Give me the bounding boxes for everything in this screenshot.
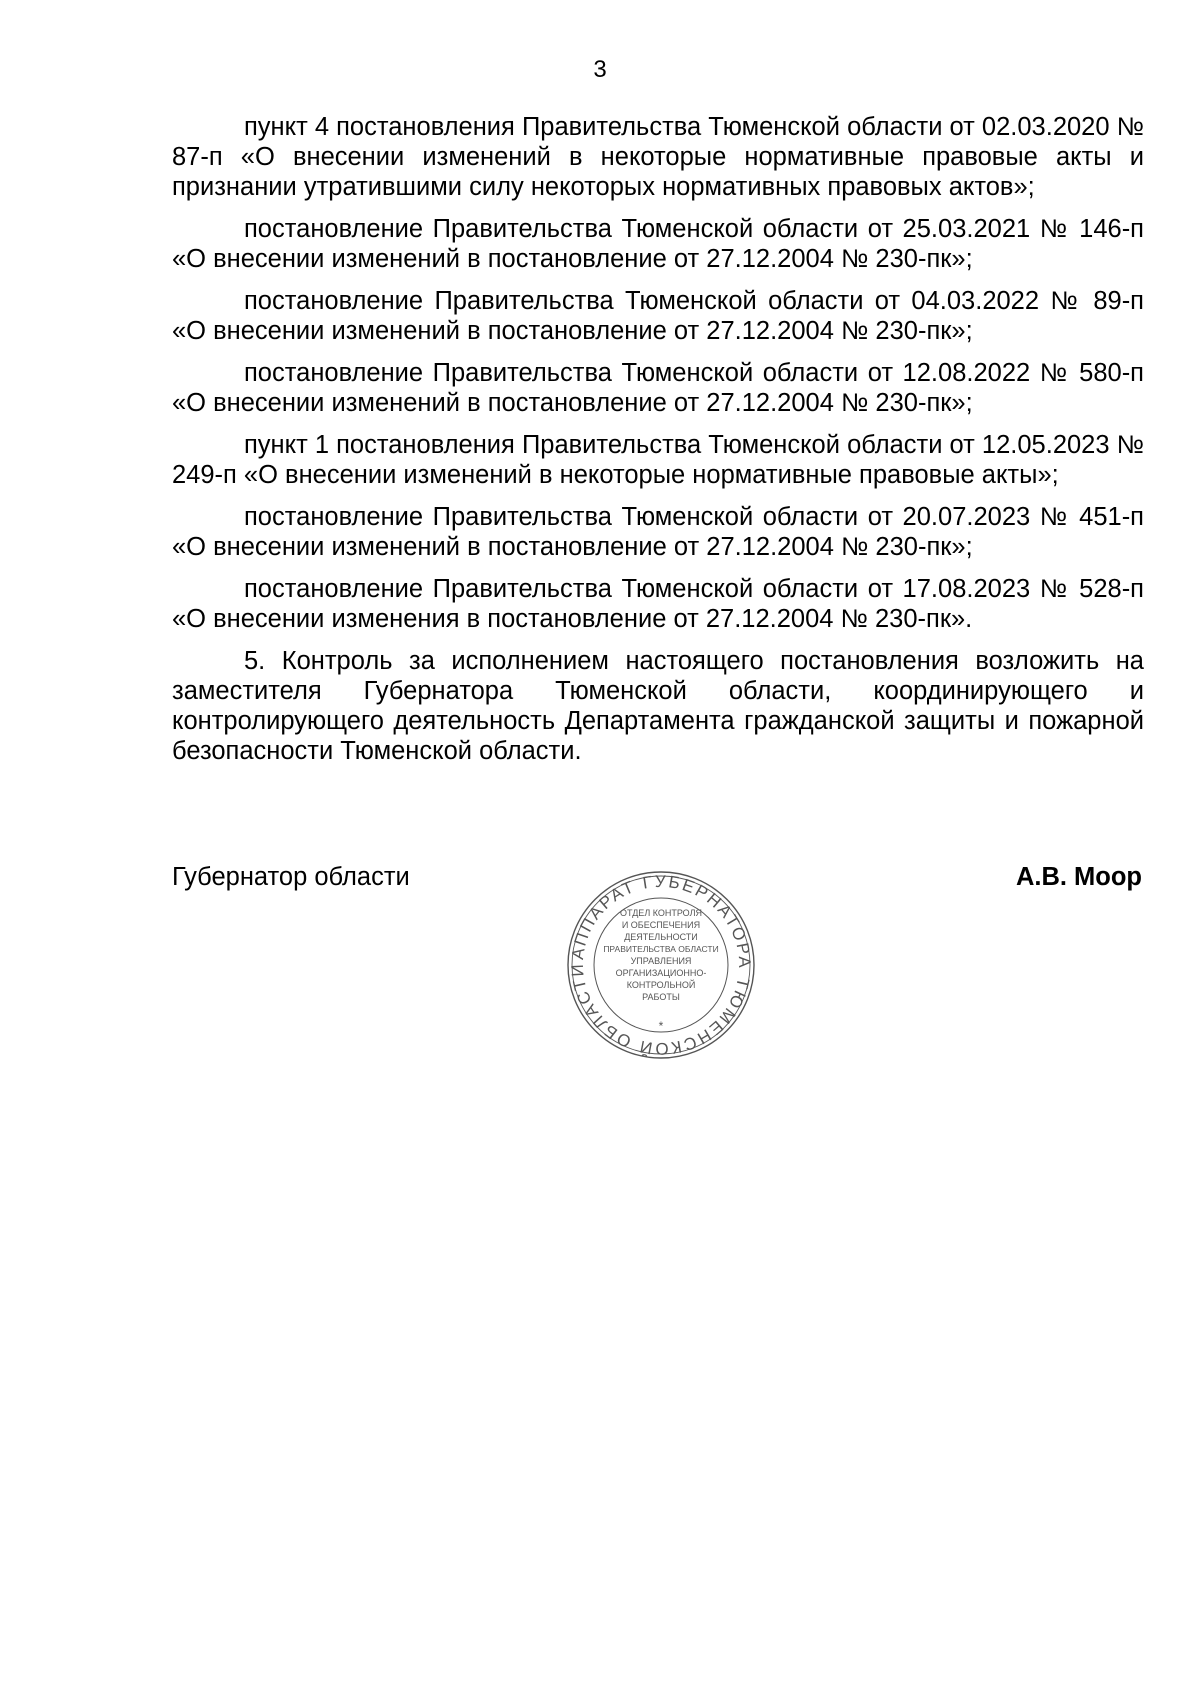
svg-text:*: * bbox=[658, 1019, 664, 1033]
document-body bbox=[172, 112, 1144, 778]
stamp-inner-line: РАБОТЫ bbox=[642, 992, 680, 1002]
stamp-outer-text: АППАРАТ ГУБЕРНАТОРА ТЮМЕНСКОЙ ОБЛАСТИ bbox=[567, 871, 755, 1059]
paragraph-item: постановление Правительства Тюменской области от 25.03.2021 № 146-п «О внесении изменений в постановление от 27.12.2004 № 230-пк»; bbox=[172, 215, 1144, 273]
paragraph-item: постановление Правительства Тюменской области от 12.08.2022 № 580-п «О внесении изменений в постановление от 27.12.2004 № 230-пк»; bbox=[172, 359, 1144, 417]
paragraph-item: пункт 4 постановления Правительства Тюменской области от 02.03.2020 № 87-п «О внесении изменений в некоторые нормативные правовые акты и признании утратившими силу некоторых нормативных правовых актов»; bbox=[172, 113, 1144, 201]
stamp-inner-line: УПРАВЛЕНИЯ bbox=[630, 956, 692, 966]
stamp-inner-line: ПРАВИТЕЛЬСТВА ОБЛАСТИ bbox=[603, 944, 719, 954]
paragraph-item: пункт 1 постановления Правительства Тюменской области от 12.05.2023 № 249-п «О внесении изменений в некоторые нормативные правовые акты»; bbox=[172, 431, 1144, 489]
official-stamp bbox=[563, 870, 759, 1060]
paragraph-item: постановление Правительства Тюменской области от 04.03.2022 № 89-п «О внесении изменений в постановление от 27.12.2004 № 230-пк»; bbox=[172, 287, 1144, 345]
page-number: 3 bbox=[593, 56, 607, 83]
control-clause: 5. Контроль за исполнением настоящего постановления возложить на заместителя Губернатора Тюменской области, координирующего и контролирующего деятельность Департамента гражданской защиты и пожарной безопасности Тюменской области. bbox=[172, 647, 1144, 765]
stamp-seal-icon bbox=[563, 870, 759, 1060]
stamp-inner-line: КОНТРОЛЬНОЙ bbox=[626, 980, 696, 990]
stamp-inner-line: И ОБЕСПЕЧЕНИЯ bbox=[621, 920, 701, 930]
signatory-name: А.В. Моор bbox=[1015, 863, 1142, 891]
paragraph-item: постановление Правительства Тюменской области от 17.08.2023 № 528-п «О внесении изменения в постановление от 27.12.2004 № 230-пк». bbox=[172, 575, 1144, 633]
signatory-position: Губернатор области bbox=[172, 863, 410, 891]
stamp-inner-line: ОТДЕЛ КОНТРОЛЯ bbox=[620, 908, 702, 918]
stamp-inner-line: ДЕЯТЕЛЬНОСТИ bbox=[624, 932, 698, 942]
stamp-inner-line: ОРГАНИЗАЦИОННО- bbox=[615, 968, 707, 978]
paragraph-item: постановление Правительства Тюменской области от 20.07.2023 № 451-п «О внесении изменений в постановление от 27.12.2004 № 230-пк»; bbox=[172, 503, 1144, 561]
